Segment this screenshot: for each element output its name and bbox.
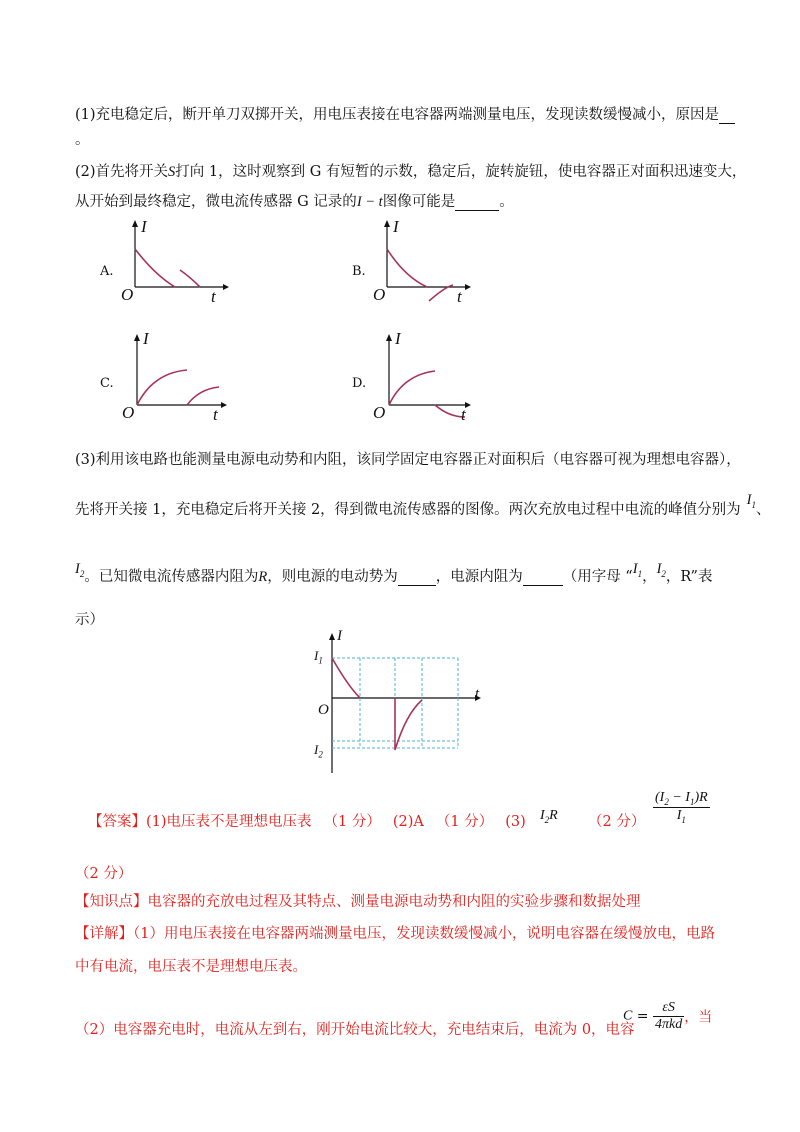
option-c-label: C.: [100, 376, 114, 391]
q3-line3-c: ，电源内阻为: [435, 569, 523, 585]
q3-origin: O: [318, 702, 329, 718]
answer-line: [88, 810, 526, 831]
q3-line4: 示）: [75, 612, 104, 628]
q1-blank: [719, 107, 735, 124]
q3-r: R: [258, 569, 268, 585]
q3-line3-e: ，: [642, 569, 657, 585]
option-c-curve2: [187, 387, 219, 405]
option-a-label: A.: [100, 264, 114, 279]
q1-text: (1)充电稳定后，断开单刀双掷开关，用电压表接在电容器两端测量电压，发现读数缓慢减小，原因是: [75, 107, 720, 123]
formula-fraction: [653, 1000, 684, 1033]
q3-axis-t: t: [475, 686, 480, 702]
option-c-axis-t: t: [213, 405, 218, 424]
knowledge-text: 电容器的充放电过程及其特点、测量电源电动势和内阻的实验步骤和数据处理: [147, 894, 641, 910]
q3-line2-text: 先将开关接 1，充电稳定后将开关接 2，得到微电流传感器的图像。两次充放电过程中电流的峰值分别为: [75, 502, 741, 518]
formula-eq: =: [632, 1008, 653, 1025]
option-a-axis-i: I: [141, 217, 147, 236]
q3-letter-i2: $I_2$: [656, 561, 666, 579]
answer-r-numerator: $(I_2 - I_1)R$: [655, 790, 708, 807]
option-c: [95, 325, 235, 424]
q3-label-i1: $I_1$: [314, 648, 323, 666]
capacitance-formula: [623, 1000, 712, 1033]
answer-r-fraction: [653, 790, 710, 825]
option-d-curve1: [389, 371, 435, 405]
option-b-origin: O: [373, 285, 386, 304]
q3-line3-d: （用字母 “: [562, 569, 633, 585]
knowledge-line: [75, 890, 641, 911]
option-b-label: B.: [352, 264, 366, 279]
answer-score3: （2 分）: [588, 814, 646, 830]
q2-line2-b: 图像可能是: [382, 194, 456, 210]
option-c-origin: O: [122, 403, 135, 422]
option-a: [95, 215, 235, 310]
q3-label-i2: $I_2$: [314, 742, 323, 760]
q3-line3-f: ，: [665, 569, 681, 585]
option-d-label: D.: [352, 376, 367, 391]
q3-graph: [310, 628, 490, 778]
option-d-origin: O: [373, 403, 386, 422]
formula-numerator: εS: [653, 1000, 684, 1017]
q3-line1: (3)利用该电路也能测量电源电动势和内阻，该同学固定电容器正对面积后（电容器可视为理想电容器），: [75, 452, 741, 468]
option-b-graph: [345, 215, 485, 310]
q2-blank: [455, 194, 499, 211]
answer-emf: $I_2R$: [540, 808, 558, 825]
answer-tag: 【答案】: [88, 814, 146, 830]
answer-score4: （2 分）: [75, 866, 133, 882]
q3-line3-b: ，则电源的电动势为: [267, 569, 398, 585]
q2-line1-a: (2)首先将开关: [75, 164, 169, 180]
q3-line3-a: 。已知微电流传感器内阻为: [84, 569, 259, 585]
q3-line3: [75, 561, 713, 587]
option-a-curve1: [135, 249, 175, 287]
answer-p3: (3): [505, 814, 526, 830]
option-c-curve1: [137, 370, 187, 405]
q2-switch-s: S: [168, 164, 176, 180]
answer-p1: (1)电压表不是理想电压表: [146, 814, 312, 830]
answer-score1: （1 分）: [323, 814, 381, 830]
option-b-axis-i: I: [393, 217, 399, 236]
q2-line2: [75, 190, 514, 211]
q3-discharge-curve: [395, 698, 422, 750]
q1-tail: 。: [75, 132, 90, 148]
answer-r-denominator: $I_1$: [676, 807, 686, 825]
q3-peak-i1: $I_1$: [746, 492, 757, 510]
q3-line2-tail: 、: [756, 502, 771, 518]
answer-score2: （1 分）: [435, 814, 494, 830]
option-b: [345, 215, 485, 310]
option-d-axis-i: I: [395, 329, 401, 348]
option-a-axis-t: t: [211, 287, 216, 306]
q3-blank-emf: [398, 569, 436, 586]
q3-line2: [75, 492, 771, 520]
detail-line3: [75, 1018, 635, 1039]
q2-line1-b: 打向 1，这时观察到 G 有短暂的示数，稳定后，旋转旋钮，使电容器正对面积迅速变大，: [175, 164, 747, 180]
detail-line1: [75, 922, 715, 943]
option-a-curve2: [180, 270, 200, 287]
option-c-axis-i: I: [143, 329, 149, 348]
formula-c: C: [623, 1008, 633, 1024]
q2-line2-end: 。: [499, 194, 514, 210]
detail-tag: 【详解】: [75, 926, 133, 942]
detail-l3b: ，当: [684, 1009, 713, 1026]
formula-denominator: 4πkd: [654, 1017, 683, 1032]
option-a-origin: O: [121, 285, 134, 304]
q3-peak-i2: $I_2$: [75, 561, 85, 579]
q3-letter-i1: $I_1$: [632, 561, 643, 579]
detail-line2: 中有电流，电压表不是理想电压表。: [75, 959, 307, 975]
option-d: [345, 325, 485, 424]
q3-charge-curve: [332, 658, 360, 698]
q2-line2-a: 从开始到最终稳定，微电流传感器 G 记录的: [75, 194, 357, 210]
option-b-axis-t: t: [457, 287, 462, 306]
option-b-curve1: [387, 249, 427, 287]
knowledge-tag: 【知识点】: [75, 894, 148, 910]
q3-graph-svg: [310, 628, 490, 778]
detail-l1: （1）用电压表接在电容器两端测量电压，发现读数缓慢减小，说明电容器在缓慢放电，电路: [133, 926, 715, 942]
q3-line3-g: R”表: [680, 569, 713, 585]
q1-line: [75, 103, 735, 124]
option-d-axis-t: t: [461, 405, 466, 424]
q2-it-label: I − t: [356, 194, 383, 210]
q3-axis-i: I: [337, 628, 342, 644]
q2-line1: [75, 160, 746, 181]
q3-blank-r: [523, 569, 563, 586]
answer-p2: (2)A: [392, 814, 424, 830]
detail-l3a: （2）电容器充电时，电流从左到右，刚开始电流比较大，充电结束后，电流为 0，电容: [75, 1022, 635, 1038]
